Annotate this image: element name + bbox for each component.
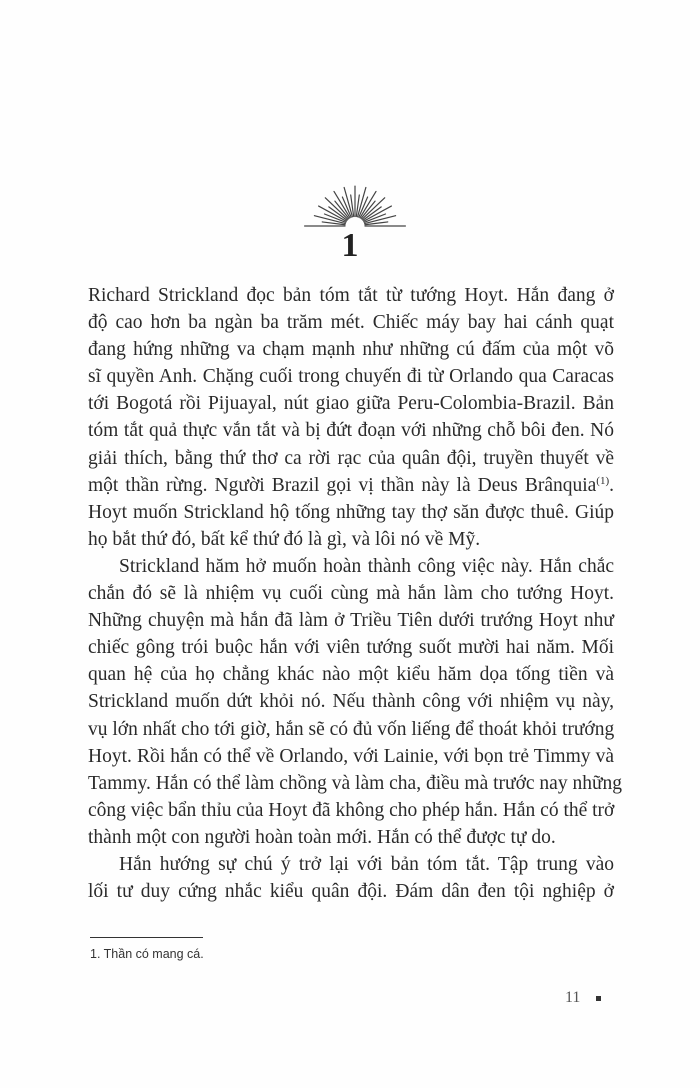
text-line-content: Richard Strickland đọc bản tóm tắt từ tướng Hoyt. Hắn đang ở bbox=[88, 285, 614, 306]
text-line bbox=[88, 553, 614, 580]
text-line bbox=[88, 878, 614, 905]
footnote-divider bbox=[90, 937, 203, 938]
paragraph bbox=[88, 282, 614, 553]
text-line bbox=[88, 526, 614, 553]
text-line bbox=[88, 580, 614, 607]
page-number: 11 bbox=[565, 989, 581, 1006]
sunburst-ornament-icon bbox=[300, 180, 410, 228]
text-line bbox=[88, 634, 614, 661]
text-line-content: Tammy. Hắn có thể làm chồng và làm cha, điều mà trước nay những bbox=[88, 772, 623, 794]
text-line-content: họ bắt thứ đó, bất kể thứ đó là gì, và lôi nó về Mỹ. bbox=[88, 528, 481, 550]
text-line bbox=[88, 607, 614, 634]
text-line-content: thành một con người hoàn toàn mới. Hắn có thể được tự do. bbox=[88, 826, 556, 848]
text-line bbox=[88, 472, 614, 499]
text-line-content: giải thích, bằng thứ thơ ca rời rạc của quân đội, truyền thuyết về bbox=[88, 447, 614, 469]
paragraph bbox=[88, 851, 614, 905]
text-line-content: công việc bẩn thỉu của Hoyt đã không cho phép hắn. Hắn có thể trở bbox=[88, 799, 615, 821]
text-line bbox=[88, 797, 614, 824]
text-line-content: độ cao hơn ba ngàn ba trăm mét. Chiếc máy bay hai cánh quạt bbox=[88, 312, 614, 334]
text-line-content: sĩ quyền Anh. Chặng cuối trong chuyến đi từ Orlando qua Caracas bbox=[88, 366, 614, 388]
text-line bbox=[88, 363, 614, 390]
text-line-content: đang hứng những va chạm mạnh như những cú đấm của một võ bbox=[88, 339, 614, 361]
text-line bbox=[88, 445, 614, 472]
text-line bbox=[88, 309, 614, 336]
footnote-reference[interactable]: (1) bbox=[596, 474, 610, 487]
text-line bbox=[88, 716, 614, 743]
text-line-content: lối tư duy cứng nhắc kiểu quân đội. Đám dân đen tội nghiệp ở bbox=[88, 881, 614, 903]
text-line bbox=[88, 499, 614, 526]
footnote: 1. Thần có mang cá. bbox=[90, 947, 204, 961]
text-line-content: tới Bogotá rồi Pijuayal, nút giao giữa Peru-Colombia-Brazil. Bản bbox=[88, 393, 614, 415]
text-line bbox=[88, 743, 614, 770]
punctuation: . bbox=[609, 474, 614, 496]
text-line-content: vụ lớn nhất cho tới giờ, hắn sẽ có đủ vốn liếng để thoát khỏi trướng bbox=[88, 718, 615, 740]
paragraph bbox=[88, 553, 623, 851]
page-number-square-icon bbox=[596, 996, 601, 1001]
text-line bbox=[88, 390, 614, 417]
text-line bbox=[88, 851, 614, 878]
text-line-content: Strickland muốn dứt khỏi nó. Nếu thành công với nhiệm vụ này, bbox=[88, 691, 614, 713]
text-line-content: quan hệ của họ chẳng khác nào một kiểu hăm dọa tống tiền và bbox=[88, 664, 614, 686]
text-line bbox=[88, 336, 614, 363]
text-line-content: Hoyt muốn Strickland hộ tống những tay thợ săn được thuê. Giúp bbox=[88, 501, 614, 523]
text-line bbox=[88, 824, 614, 851]
text-line bbox=[88, 661, 614, 688]
text-line-content: một thần rừng. Người Brazil gọi vị thần này là Deus Brânquia bbox=[88, 474, 597, 496]
text-line bbox=[88, 688, 614, 715]
text-line-content: Strickland hăm hở muốn hoàn thành công việc này. Hắn chắc bbox=[119, 555, 614, 577]
text-line bbox=[88, 282, 614, 309]
chapter-number: 1 bbox=[341, 227, 359, 264]
text-line bbox=[88, 770, 623, 797]
text-line-content: chiếc gông trói buộc hắn với viên tướng suốt mười hai năm. Mối bbox=[88, 637, 614, 659]
text-line-content: Hoyt. Rồi hắn có thể về Orlando, với Lainie, với bọn trẻ Timmy và bbox=[88, 745, 614, 767]
text-line bbox=[88, 417, 614, 444]
text-line-content: chắn đó sẽ là nhiệm vụ cuối cùng mà hắn làm cho tướng Hoyt. bbox=[88, 583, 614, 605]
text-line-content: Những chuyện mà hắn đã làm ở Triều Tiên dưới trướng Hoyt như bbox=[88, 610, 614, 632]
chapter-body bbox=[88, 282, 623, 905]
text-line-content: tóm tắt quả thực vắn tắt và bị đứt đoạn với những chỗ bôi đen. Nó bbox=[88, 420, 614, 442]
text-line-content: Hắn hướng sự chú ý trở lại với bản tóm tắt. Tập trung vào bbox=[119, 853, 614, 875]
